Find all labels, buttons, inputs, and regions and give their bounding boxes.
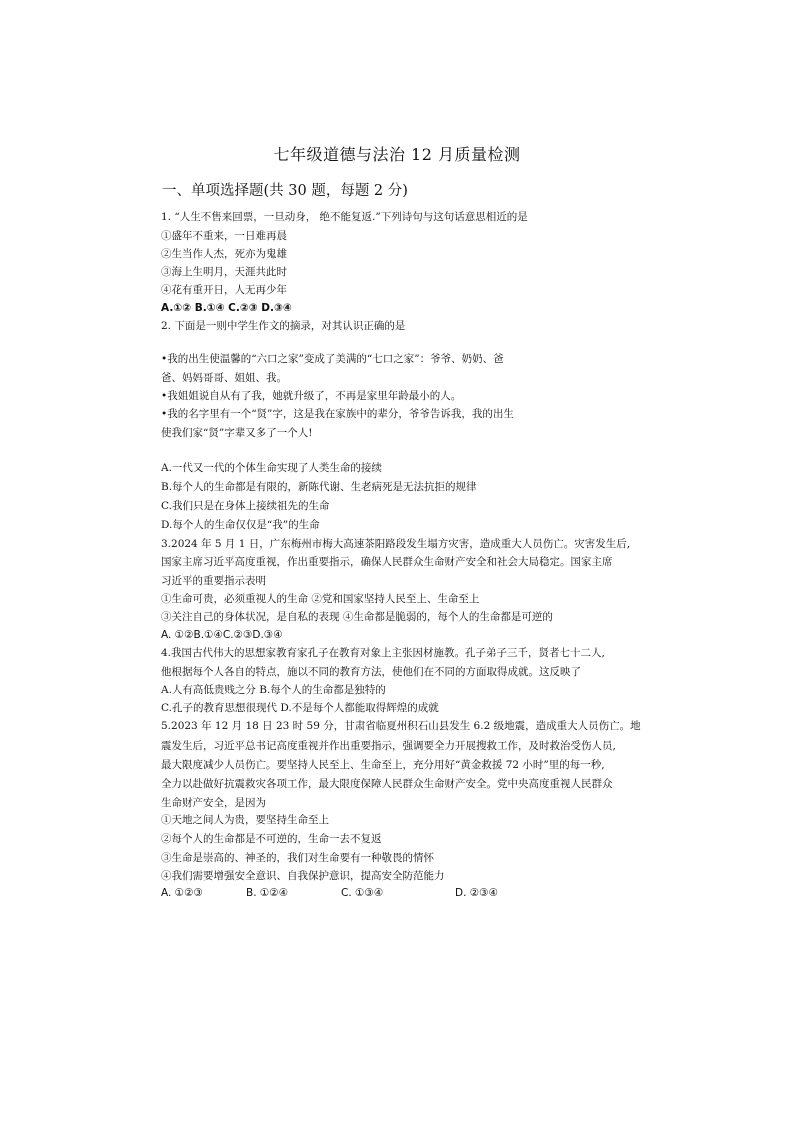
q1-item: ④花有重开日，人无再少年 [161,284,287,296]
page-title: 七年级道德与法治 12 月质量检测 [273,145,521,164]
q5-stem-line: 5.2023 年 12 月 18 日 23 时 59 分，甘肃省临夏州积石山县发生 6.2 级地震，造成重大人员伤亡。地 [161,720,641,732]
q5-answer-a: A. ①②③ [161,887,203,899]
q4-stem-line: 他根据每个人各自的特点，施以不同的教育方法，使他们在不同的方面取得成就。这反映了 [161,666,581,678]
q4-options-line: A.人有高低贵贱之分 B.每个人的生命都是独特的 [161,684,386,696]
q5-answers [161,887,561,903]
q3-stem-line: 国家主席习近平高度重视，作出重要指示，确保人民群众生命财产安全和社会大局稳定。国家主席 [161,556,613,568]
q2-passage-line: •我的名字里有一个“贤”字，这是我在家族中的辈分，爷爷告诉我，我的出生 [161,408,514,420]
q3-stem-line: 习近平的重要指示表明 [161,575,266,587]
q2-passage-line: •我姐姐说自从有了我，她就升级了，不再是家里年龄最小的人。 [161,390,462,402]
q5-stem-line: 震发生后，习近平总书记高度重视并作出重要指示，强调要全力开展搜救工作，及时救治受伤人员, [161,740,616,752]
q4-stem-line: 4.我国古代伟大的思想家教育家孔子在教育对象上主张因材施教。孔子弟子三千，贤者七十二人, [161,647,605,659]
q5-stem-line: 最大限度减少人员伤亡。要坚持人民至上、生命至上，充分用好“黄金救援 72 小时”里的每一秒, [161,759,605,771]
q3-item: ③关注自己的身体状况，是自私的表现 ④生命都是脆弱的，每个人的生命都是可逆的 [161,611,553,623]
q5-stem-line: 全力以赴做好抗震救灾各项工作，最大限度保障人民群众生命财产安全。党中央高度重视人民群众 [161,778,613,790]
q5-item: ①天地之间人为贵，要坚持生命至上 [161,814,329,826]
q2-passage-line: 使我们家“贤”字辈又多了一个人! [161,427,313,439]
q1-item: ①盛年不重来，一日难再晨 [161,230,287,242]
q2-option-b: B.每个人的生命都是有限的，新陈代谢、生老病死是无法抗拒的规律 [161,481,477,493]
q3-stem-line: 3.2024 年 5 月 1 日，广东梅州市梅大高速茶阳路段发生塌方灾害，造成重大人员伤亡。灾害发生后, [161,538,631,550]
q5-answer-b: B. ①②④ [246,887,289,899]
q2-passage-line: •我的出生使温馨的“六口之家”变成了美满的“七口之家”：爷爷、奶奶、爸 [161,353,504,365]
q2-option-c: C.我们只是在身体上接续祖先的生命 [161,500,330,512]
section-heading: 一、单项选择题(共 30 题，每题 2 分) [162,183,408,199]
q5-answer-d: D. ②③④ [455,887,498,899]
q1-item: ②生当作人杰，死亦为鬼雄 [161,248,287,260]
q2-passage-line: 爸、妈妈哥哥、姐姐、我。 [161,372,287,384]
q3-item: ①生命可贵，必须重视人的生命 ②党和国家坚持人民至上、生命至上 [161,593,480,605]
q4-options-line: C.孔子的教育思想很现代 D.不是每个人都能取得辉煌的成就 [161,702,439,714]
q2-option-a: A.一代又一代的个体生命实现了人类生命的接续 [161,462,382,474]
q1-item: ③海上生明月，天涯共此时 [161,266,287,278]
q2-stem: 2. 下面是一则中学生作文的摘录，对其认识正确的是 [161,320,406,332]
q1-answers: A.①② B.①④ C.②③ D.③④ [161,302,292,314]
q1-stem: 1. “人生不售来回票，一旦动身， 绝不能复返.”下列诗句与这句话意思相近的是 [161,211,528,223]
q2-option-d: D.每个人的生命仅仅是“我”的生命 [161,519,320,531]
q5-stem-line: 生命财产安全，是因为 [161,797,266,809]
q5-item: ②每个人的生命都是不可逆的，生命一去不复返 [161,833,382,845]
q5-answer-c: C. ①③④ [341,887,384,899]
q3-answers: A. ①②B.①④C.②③D.③④ [161,629,283,641]
q5-item: ④我们需要增强安全意识、自我保护意识，提高安全防范能力 [161,870,445,882]
q5-item: ③生命是崇高的、神圣的，我们对生命要有一种敬畏的情怀 [161,852,434,864]
